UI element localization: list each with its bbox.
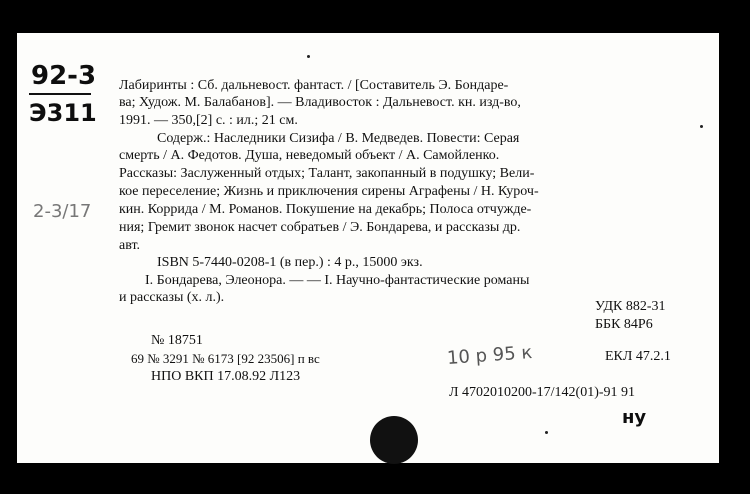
bbk-code: ББК 84Р6 [595,317,653,332]
handwritten-initials: ну [622,407,647,428]
catalog-card [17,33,719,463]
punch-hole [370,416,418,464]
body-line: смерть / А. Федотов. Душа, неведомый объект / А. Самойленко. [119,148,500,163]
speck [700,125,703,128]
title-line: Лабиринты : Сб. дальневост. фантаст. / [Составитель Э. Бондаре- [119,78,509,93]
body-line: 1991. — 350,[2] с. : ил.; 21 см. [119,113,298,128]
body-line: кое переселение; Жизнь и приключения сирены Аграфены / Н. Куроч- [119,184,539,199]
body-line: кин. Коррида / М. Романов. Покушение на декабрь; Полоса отчужде- [119,202,532,217]
call-number-bottom: Э311 [29,99,97,127]
body-line: ва; Худож. М. Балабанов]. — Владивосток : Дальневост. кн. изд-во, [119,95,521,110]
call-number-top: 92-3 [31,61,97,91]
ekl-code: ЕКЛ 47.2.1 [605,349,671,364]
isbn-line: ISBN 5-7440-0208-1 (в пер.) : 4 р., 15000 экз. [157,255,423,270]
body-line: Рассказы: Заслуженный отдых; Талант, закопанный в подушку; Вели- [119,166,535,181]
body-line: ния; Гремит звонок насчет собратьев / Э. Бондарева, и рассказы др. [119,220,521,235]
udk-code: УДК 882-31 [595,299,666,314]
speck [307,55,310,58]
speck [545,431,548,434]
subject-line: и рассказы (х. л.). [119,290,225,305]
subject-line: I. Бондарева, Элеонора. — — I. Научно-фантастические романы [145,273,530,288]
side-mark: 2-3/17 [33,201,92,222]
l-code: Л 4702010200-17/142(01)-91 91 [449,385,636,400]
body-line: авт. [119,238,141,253]
card-number: № 18751 [151,333,203,348]
npo-line-2: НПО ВКП 17.08.92 Л123 [151,369,301,384]
npo-line-1: 69 № 3291 № 6173 [92 23506] п вс [131,351,320,366]
body-line: Содерж.: Наследники Сизифа / В. Медведев. Повести: Серая [157,131,520,146]
call-number-divider [29,93,91,95]
handwritten-price-mark: 10 р 95 к [446,342,533,369]
